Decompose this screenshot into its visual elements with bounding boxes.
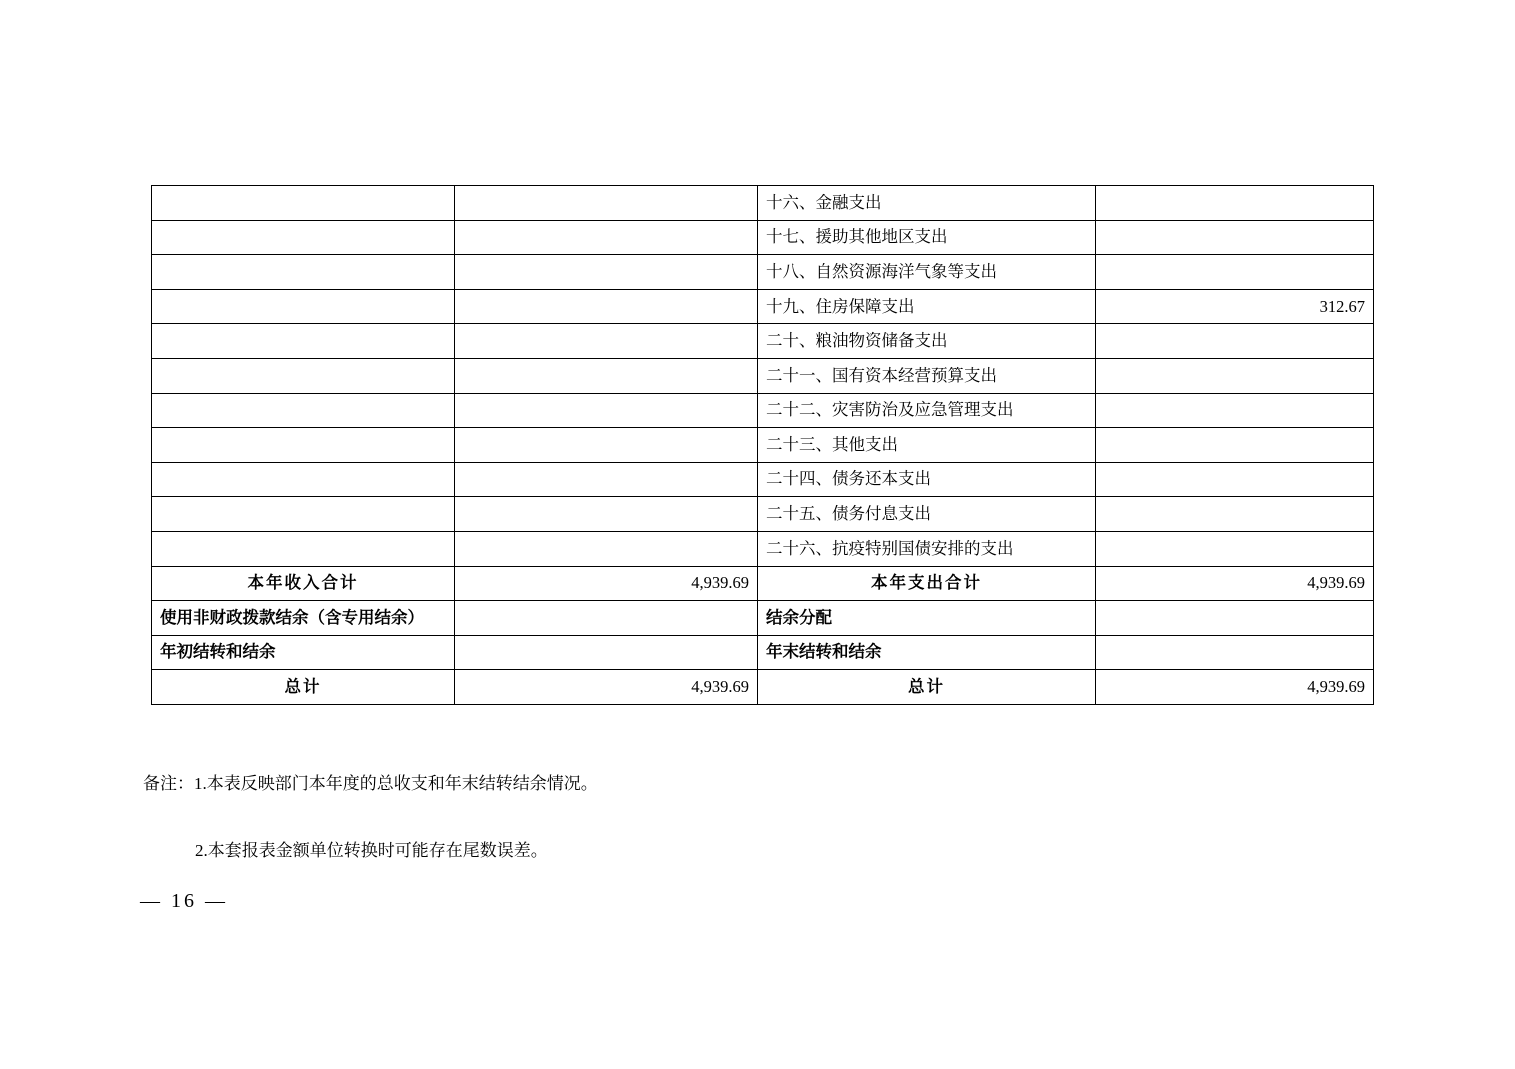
table-cell-amount: 4,939.69 [1096,670,1374,705]
table-cell-amount [455,358,758,393]
table-cell-amount [455,186,758,221]
table-cell-label [152,497,455,532]
table-cell-amount [1096,220,1374,255]
table-cell-amount [455,393,758,428]
table-cell-amount [1096,393,1374,428]
table-row [152,462,1374,497]
notes-section [143,770,1343,864]
table-cell-label: 总计 [758,670,1096,705]
table-row [152,601,1374,636]
table-cell-amount [455,601,758,636]
table-cell-amount [1096,255,1374,290]
table-cell-label: 二十三、其他支出 [758,428,1096,463]
table-cell-amount [455,220,758,255]
table-cell-label [152,531,455,566]
table-cell-amount: 4,939.69 [1096,566,1374,601]
table-cell-label: 使用非财政拨款结余（含专用结余） [152,601,455,636]
table-cell-label [152,428,455,463]
table-cell-amount [455,531,758,566]
table-cell-amount [1096,462,1374,497]
table-cell-label [152,462,455,497]
table-cell-label: 本年收入合计 [152,566,455,601]
table-row [152,393,1374,428]
table-row [152,220,1374,255]
table-cell-amount [1096,428,1374,463]
note-line-2: 2.本套报表金额单位转换时可能存在尾数误差。 [195,841,548,861]
table-cell-amount [1096,531,1374,566]
table-cell-label: 年末结转和结余 [758,635,1096,670]
table-cell-amount [455,462,758,497]
table-cell-amount: 312.67 [1096,289,1374,324]
table-cell-amount [455,255,758,290]
table-cell-label: 本年支出合计 [758,566,1096,601]
table-cell-label: 二十二、灾害防治及应急管理支出 [758,393,1096,428]
page-number: — 16 — [140,890,228,912]
table-row [152,566,1374,601]
table-cell-label: 十六、金融支出 [758,186,1096,221]
table-cell-amount [1096,497,1374,532]
note-line-1: 备注：1.本表反映部门本年度的总收支和年末结转结余情况。 [143,774,598,793]
table-cell-label: 二十五、债务付息支出 [758,497,1096,532]
table-cell-label [152,358,455,393]
table-cell-label [152,255,455,290]
table-cell-label: 年初结转和结余 [152,635,455,670]
table-row [152,635,1374,670]
table-row [152,324,1374,359]
table-cell-label [152,393,455,428]
table-cell-amount [455,289,758,324]
table-cell-amount [1096,358,1374,393]
table-cell-label: 二十四、债务还本支出 [758,462,1096,497]
table-cell-label: 结余分配 [758,601,1096,636]
table-cell-label: 总计 [152,670,455,705]
table-cell-label: 二十一、国有资本经营预算支出 [758,358,1096,393]
table-cell-amount [455,497,758,532]
table-cell-amount [455,428,758,463]
table-body [152,186,1374,705]
table-row [152,531,1374,566]
table-row [152,358,1374,393]
table-cell-amount: 4,939.69 [455,566,758,601]
table-cell-amount [455,324,758,359]
budget-summary-table [151,185,1374,705]
table-row [152,670,1374,705]
table-cell-label: 二十六、抗疫特别国债安排的支出 [758,531,1096,566]
table-cell-label: 二十、粮油物资储备支出 [758,324,1096,359]
table-cell-amount [1096,324,1374,359]
table-cell-label: 十七、援助其他地区支出 [758,220,1096,255]
table-row [152,428,1374,463]
table-row [152,497,1374,532]
table-cell-label [152,289,455,324]
table-cell-label [152,220,455,255]
table-cell-amount [1096,601,1374,636]
table-cell-label: 十九、住房保障支出 [758,289,1096,324]
table-cell-amount [455,635,758,670]
table-cell-label [152,186,455,221]
table-cell-label: 十八、自然资源海洋气象等支出 [758,255,1096,290]
table-cell-label [152,324,455,359]
table-cell-amount: 4,939.69 [455,670,758,705]
table-row [152,289,1374,324]
table-cell-amount [1096,635,1374,670]
table-row [152,186,1374,221]
table-row [152,255,1374,290]
table-cell-amount [1096,186,1374,221]
